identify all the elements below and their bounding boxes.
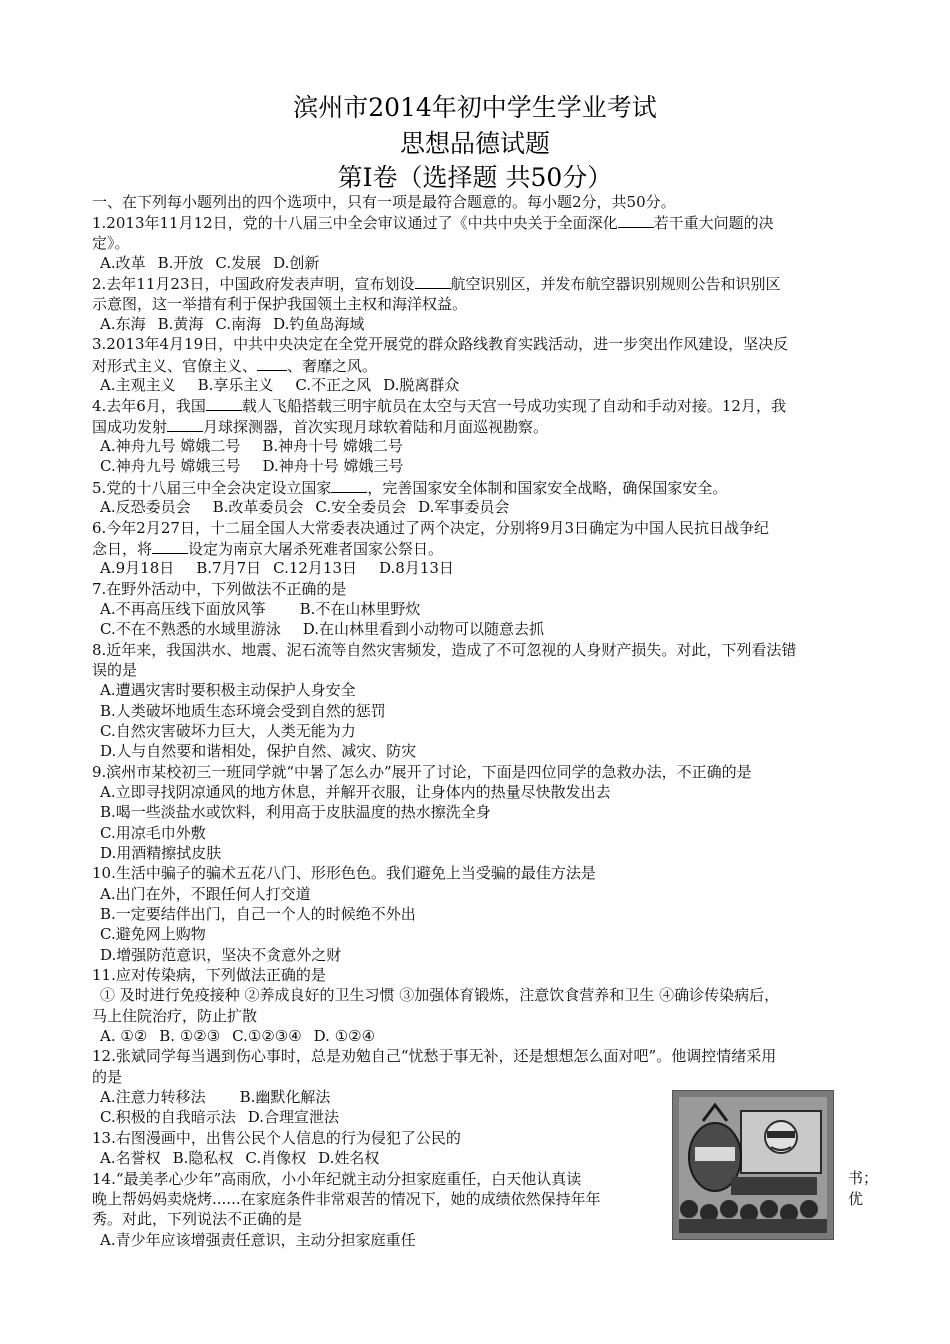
question-6-options: A.9月18日 B.7月7日 C.12月13日 D.8月13日 bbox=[100, 559, 454, 578]
question-11-options: A. ①② B. ①②③ C.①②③④ D. ①②④ bbox=[100, 1027, 376, 1046]
question-3-cont: 对形式主义、官僚主义、 、奢靡之风。 bbox=[92, 356, 378, 375]
question-10-option-a: A.出门在外，不跟任何人打交道 bbox=[100, 884, 311, 903]
question-14-option-a: A.青少年应该增强责任意识，主动分担家庭重任 bbox=[100, 1230, 416, 1249]
question-6: 6.今年2月27日，十二届全国人大常委表决通过了两个决定，分别将9月3日确定为中国人民抗日战争纪 bbox=[92, 518, 770, 537]
question-7: 7.在野外活动中，下列做法不正确的是 bbox=[92, 579, 347, 598]
question-10-option-b: B.一定要结伴出门，自己一个人的时候绝不外出 bbox=[100, 905, 416, 924]
question-4-options-ab: A.神舟九号 嫦娥二号 B.神舟十号 嫦娥二号 bbox=[100, 437, 403, 456]
cartoon-image-icon bbox=[673, 1091, 833, 1239]
question-2-cont: 示意图，这一举措有利于保护我国领土主权和海洋权益。 bbox=[92, 294, 468, 313]
question-4-options-cd: C.神舟九号 嫦娥三号 D.神舟十号 嫦娥三号 bbox=[100, 457, 404, 476]
question-8-option-d: D.人与自然要和谐相处，保护自然、减灾、防灾 bbox=[100, 742, 417, 761]
question-10-option-c: C.避免网上购物 bbox=[100, 925, 206, 944]
question-9: 9.滨州市某校初三一班同学就“中暑了怎么办”展开了讨论，下面是四位同学的急救办法，不正确的是 bbox=[92, 762, 752, 781]
question-14: 14.“最美孝心少年”高雨欣，小小年纪就主动分担家庭重任，白天他认真读 bbox=[92, 1169, 582, 1188]
question-9-option-b: B.喝一些淡盐水或饮料，利用高于皮肤温度的热水擦洗全身 bbox=[100, 803, 491, 822]
section-title: 第Ⅰ卷（选择题 共50分） bbox=[337, 163, 613, 192]
question-14-cont: 晚上帮妈妈卖烧烤......在家庭条件非常艰苦的情况下，她的成绩依然保持年年 bbox=[92, 1189, 601, 1208]
question-9-option-a: A.立即寻找阴凉通风的地方休息，并解开衣服，让身体内的热量尽快散发出去 bbox=[100, 782, 611, 801]
question-1: 1.2013年11月12日，党的十八届三中全会审议通过了《中共中央关于全面深化 若干重大问题的决 bbox=[92, 214, 774, 233]
question-4-cont: 国成功发射 月球探测器，首次实现月球软着陆和月面巡视勘察。 bbox=[92, 417, 549, 436]
exam-title: 滨州市2014年初中学生学业考试 bbox=[293, 93, 657, 122]
question-1-cont: 定》。 bbox=[92, 233, 130, 252]
question-11: 11.应对传染病，下列做法正确的是 bbox=[92, 966, 326, 985]
question-3-options: A.主观主义 B.享乐主义 C.不正之风 D.脱离群众 bbox=[100, 376, 460, 395]
question-8-cont: 误的是 bbox=[92, 660, 138, 679]
question-7-options-cd: C.不在不熟悉的水域里游泳 D.在山林里看到小动物可以随意去抓 bbox=[100, 620, 544, 639]
question-10: 10.生活中骗子的骗术五花八门、形形色色。我们避免上当受骗的最佳方法是 bbox=[92, 864, 596, 883]
question-7-options-ab: A.不再高压线下面放风筝 B.不在山林里野炊 bbox=[100, 599, 421, 618]
answer-blank bbox=[167, 416, 203, 432]
question-10-option-d: D.增强防范意识，坚决不贪意外之财 bbox=[100, 945, 342, 964]
question-8-option-a: A.遭遇灾害时要积极主动保护人身安全 bbox=[100, 681, 356, 700]
question-12-options-ab: A.注意力转移法 B.幽默化解法 bbox=[100, 1088, 331, 1107]
question-13: 13.右图漫画中，出售公民个人信息的行为侵犯了公民的 bbox=[92, 1128, 461, 1147]
question-11-statements: ① 及时进行免疫接种 ②养成良好的卫生习惯 ③加强体育锻炼，注意饮食营养和卫生 ④确诊传染病后， bbox=[100, 986, 780, 1005]
question-12-options-cd: C.积极的自我暗示法 D.合理宣泄法 bbox=[100, 1108, 339, 1127]
answer-blank bbox=[206, 395, 242, 411]
answer-blank bbox=[152, 538, 188, 554]
answer-blank bbox=[331, 477, 367, 493]
question-2: 2.去年11月23日，中国政府发表声明，宣布划设 航空识别区，并发布航空器识别规则公告和识别区 bbox=[92, 275, 781, 294]
question-11-cont: 马上住院治疗，防止扩散 bbox=[92, 1006, 258, 1025]
question-12: 12.张斌同学每当遇到伤心事时，总是劝勉自己“忧愁于事无补，还是想想怎么面对吧”。他调控情绪采用 bbox=[92, 1047, 777, 1066]
question-9-option-c: C.用凉毛巾外敷 bbox=[100, 823, 206, 842]
question-14-cont2: 秀。对此，下列说法不正确的是 bbox=[92, 1210, 303, 1229]
exam-subtitle: 思想品德试题 bbox=[399, 129, 550, 158]
answer-blank bbox=[257, 355, 287, 371]
cartoon-image bbox=[672, 1090, 834, 1240]
question-8-option-c: C.自然灾害破坏力巨大，人类无能为力 bbox=[100, 721, 356, 740]
question-3: 3.2013年4月19日，中共中央决定在全党开展党的群众路线教育实践活动，进一步突出作风建设，坚决反 bbox=[92, 335, 789, 354]
question-8-option-b: B.人类破坏地质生态环境会受到自然的惩罚 bbox=[100, 701, 386, 720]
question-5-options: A.反恐委员会 B.改革委员会 C.安全委员会 D.军事委员会 bbox=[100, 498, 510, 517]
question-9-option-d: D.用酒精擦拭皮肤 bbox=[100, 844, 222, 862]
question-8: 8.近年来，我国洪水、地震、泥石流等自然灾害频发，造成了不可忽视的人身财产损失。对此，下列看法错 bbox=[92, 640, 797, 659]
question-13-options: A.名誉权 B.隐私权 C.肖像权 D.姓名权 bbox=[100, 1149, 380, 1168]
question-1-options: A.改革 B.开放 C.发展 D.创新 bbox=[100, 254, 320, 273]
answer-blank bbox=[618, 212, 654, 228]
instructions: 一、在下列每小题列出的四个选项中，只有一项是最符合题意的。每小题2分，共50分。 bbox=[92, 193, 676, 211]
question-4: 4.去年6月，我国 载人飞船搭载三明宇航员在太空与天宫一号成功实现了自动和手动对接。12月，我 bbox=[92, 397, 786, 416]
question-14-line2-end: 优 bbox=[848, 1190, 864, 1208]
question-2-options: A.东海 B.黄海 C.南海 D.钓鱼岛海域 bbox=[100, 315, 365, 334]
question-6-cont: 念日，将 设定为南京大屠杀死难者国家公祭日。 bbox=[92, 539, 444, 558]
question-12-cont: 的是 bbox=[92, 1067, 123, 1086]
question-5: 5.党的十八届三中全会决定设立国家 ，完善国家安全体制和国家安全战略，确保国家安全。 bbox=[92, 478, 728, 497]
answer-blank bbox=[415, 273, 451, 289]
question-14-line1-end: 书； bbox=[848, 1169, 879, 1187]
